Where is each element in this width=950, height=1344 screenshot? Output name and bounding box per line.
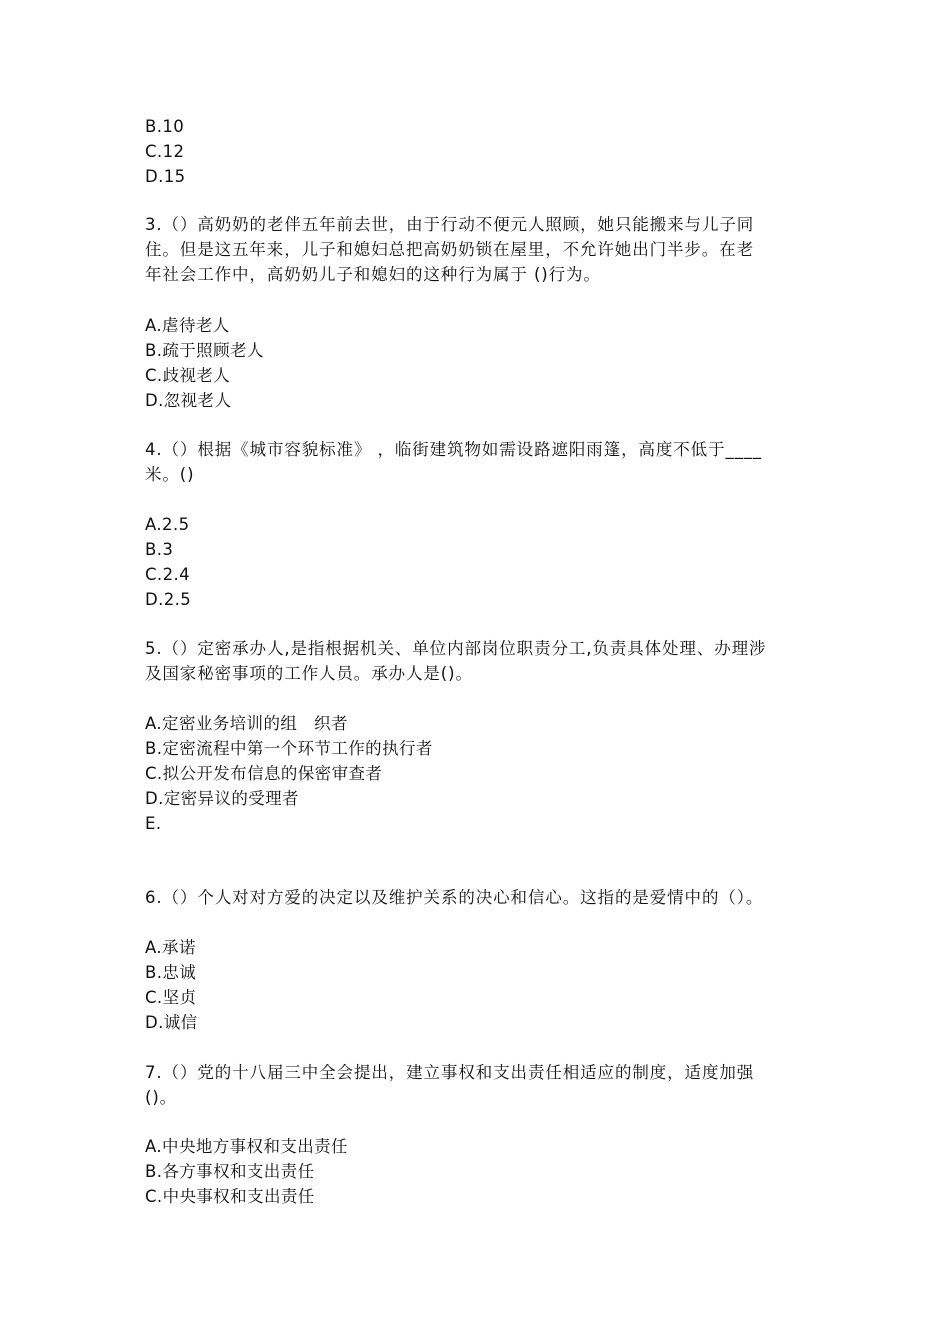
option-item: B.疏于照顾老人 [145,341,264,360]
option-item: B.3 [145,540,174,559]
question-6-text: 6.（）个人对对方爱的决定以及维护关系的决心和信心。这指的是爱情中的（）。 [145,888,764,907]
option-item: C.拟公开发布信息的保密审查者 [145,764,383,783]
option-item: B.各方事权和支出责任 [145,1162,315,1181]
option-item: C.12 [145,142,185,161]
option-item: A.中央地方事权和支出责任 [145,1137,348,1156]
option-item: A.虐待老人 [145,316,230,335]
option-item: C.中央事权和支出责任 [145,1187,315,1206]
question-4-text: 4.（）根据《城市容貌标准》 ，临街建筑物如需设路遮阳雨篷，高度不低于____ [145,440,763,459]
question-3-text: 年社会工作中，高奶奶儿子和媳妇的这种行为属于 ()行为。 [145,265,601,284]
option-item: E. [145,814,162,833]
question-3-text: 3.（）高奶奶的老伴五年前去世，由于行动不便元人照顾，她只能搬来与儿子同 [145,215,755,234]
option-item: D.诚信 [145,1013,198,1032]
option-item: A.2.5 [145,515,190,534]
question-7-text: 7.（）党的十八届三中全会提出，建立事权和支出责任相适应的制度，适度加强 [145,1063,755,1082]
option-item: D.忽视老人 [145,391,232,410]
option-item: D.2.5 [145,590,192,609]
option-item: D.15 [145,167,186,186]
option-item: B.定密流程中第一个环节工作的执行者 [145,739,433,758]
question-7-text: ()。 [145,1088,178,1107]
option-item: A.承诺 [145,938,196,957]
question-4-text: 米。() [145,465,195,484]
option-item: A.定密业务培训的组 织者 [145,714,348,733]
question-5-text: 5.（）定密承办人,是指根据机关、单位内部岗位职责分工,负责具体处理、办理涉 [145,639,767,658]
question-3-text: 住。但是这五年来，儿子和媳妇总把高奶奶锁在屋里，不允许她出门半步。在老 [145,240,754,259]
question-5-text: 及国家秘密事项的工作人员。承办人是()。 [145,664,473,683]
option-item: C.2.4 [145,565,191,584]
option-item: C.坚贞 [145,988,197,1007]
option-item: B.忠诚 [145,963,197,982]
option-item: B.10 [145,117,185,136]
option-item: C.歧视老人 [145,366,231,385]
option-item: D.定密异议的受理者 [145,789,299,808]
